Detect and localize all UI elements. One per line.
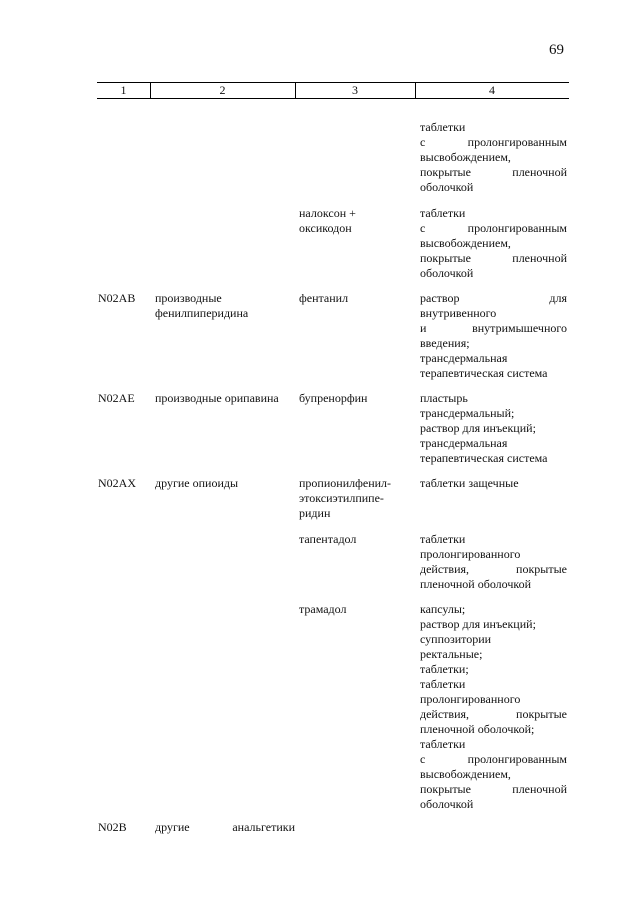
group-line: другие опиоиды [155, 476, 239, 490]
form-line: действия, покрытые [420, 707, 567, 721]
form-line: покрытые пленочной [420, 782, 567, 796]
atc-code: N02B [98, 820, 127, 834]
form-line: таблетки [420, 677, 466, 691]
atc-code: N02AX [98, 476, 136, 490]
form-line: введения; [420, 336, 470, 350]
drug-line: фентанил [299, 291, 349, 305]
form-line: суппозитории [420, 632, 492, 646]
form-line: высвобождением, [420, 767, 511, 781]
form-line: с пролонгированным [420, 221, 567, 235]
drug-name [299, 476, 411, 521]
page-number: 69 [549, 42, 564, 58]
atc-group [155, 291, 295, 321]
form-line: пролонгированного [420, 692, 521, 706]
form-line: таблетки [420, 532, 466, 546]
atc-group [155, 391, 295, 406]
drug-line: этоксиэтилпипе- [299, 491, 384, 505]
form-line: терапевтическая система [420, 366, 548, 380]
drug-line: налоксон + [299, 206, 356, 220]
dosage-forms [420, 391, 567, 466]
form-line: раствор для инъекций; [420, 617, 536, 631]
header-col-4: 4 [489, 83, 495, 97]
form-line: покрытые пленочной [420, 251, 567, 265]
atc-code: N02AB [98, 291, 136, 305]
form-line: таблетки [420, 120, 466, 134]
dosage-forms [420, 291, 567, 381]
form-line: пленочной оболочкой; [420, 722, 535, 736]
dosage-forms [420, 602, 567, 812]
form-line: капсулы; [420, 602, 466, 616]
drug-name [299, 391, 411, 406]
drug-name [299, 291, 411, 306]
form-line: ректальные; [420, 647, 483, 661]
drug-name [299, 532, 411, 547]
header-col-2: 2 [219, 83, 226, 97]
form-line: действия, покрытые [420, 562, 567, 576]
form-line: таблетки; [420, 662, 469, 676]
form-line: таблетки [420, 737, 466, 751]
form-line: оболочкой [420, 266, 474, 280]
form-line: высвобождением, [420, 150, 511, 164]
form-line: раствор для инъекций; [420, 421, 536, 435]
form-line: и внутримышечного [420, 321, 567, 335]
atc-group [155, 476, 295, 491]
form-line: с пролонгированным [420, 135, 567, 149]
form-line: раствор для [420, 291, 567, 305]
header-col-1: 1 [120, 83, 127, 97]
atc-group [155, 820, 295, 835]
drug-line: ридин [299, 506, 331, 520]
form-line: оболочкой [420, 180, 474, 194]
form-line: покрытые пленочной [420, 165, 567, 179]
dosage-forms [420, 120, 567, 195]
drug-line: бупренорфин [299, 391, 368, 405]
atc-code: N02AE [98, 391, 135, 405]
dosage-forms [420, 206, 567, 281]
form-line: пластырь [420, 391, 468, 405]
group-line: фенилпиперидина [155, 306, 249, 320]
form-line: терапевтическая система [420, 451, 548, 465]
form-line: трансдермальная [420, 436, 508, 450]
form-line: внутривенного [420, 306, 497, 320]
drug-line: трамадол [299, 602, 347, 616]
dosage-forms [420, 532, 567, 592]
group-line: производные [155, 291, 222, 305]
drug-line: тапентадол [299, 532, 357, 546]
form-line: таблетки [420, 206, 466, 220]
header-col-3: 3 [352, 83, 358, 97]
dosage-forms [420, 476, 567, 491]
group-line: другие анальгетики [155, 820, 295, 834]
header-bottom-border [97, 98, 569, 99]
form-line: высвобождением, [420, 236, 511, 250]
form-line: оболочкой [420, 797, 474, 811]
drug-name [299, 602, 411, 617]
form-line: пролонгированного [420, 547, 521, 561]
drug-name [299, 206, 411, 236]
form-line: трансдермальная [420, 351, 508, 365]
form-line: пленочной оболочкой [420, 577, 532, 591]
form-line: трансдермальный; [420, 406, 515, 420]
drug-line: оксикодон [299, 221, 352, 235]
group-line: производные орипавина [155, 391, 279, 405]
form-line: таблетки защечные [420, 476, 519, 490]
form-line: с пролонгированным [420, 752, 567, 766]
drug-line: пропионилфенил- [299, 476, 392, 490]
